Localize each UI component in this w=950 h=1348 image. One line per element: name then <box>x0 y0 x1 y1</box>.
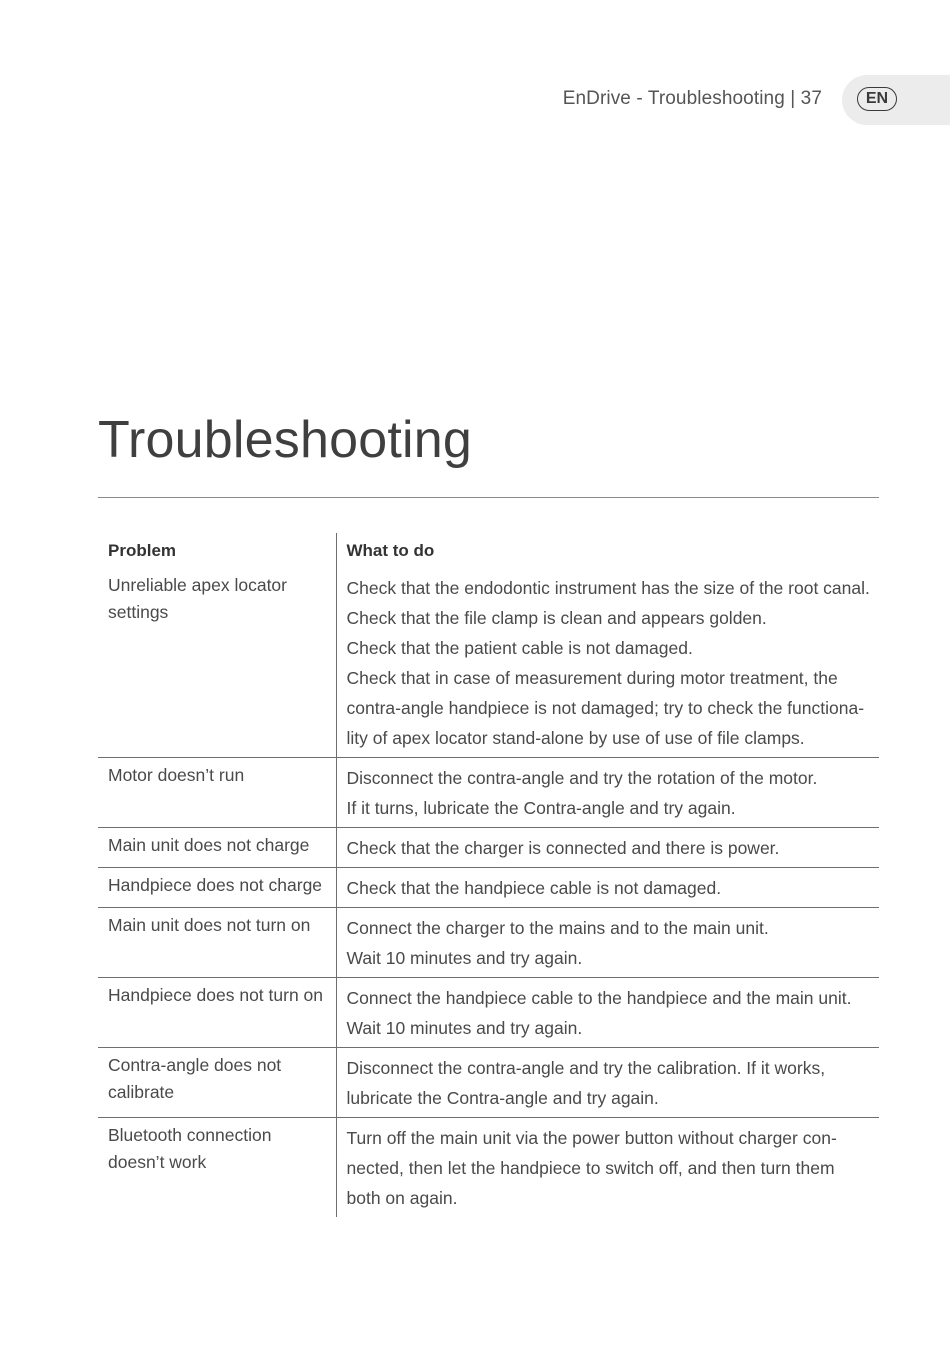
page-title: Troubleshooting <box>98 411 472 469</box>
solution-cell <box>336 828 879 868</box>
problem-cell: Contra-angle does not calibrate <box>98 1048 336 1118</box>
table-row <box>98 828 879 868</box>
solution-line: Disconnect the contra-angle and try the rotation of the motor. <box>346 768 818 788</box>
solution-line: If it turns, lubricate the Contra-angle and try again. <box>346 798 736 818</box>
table-row <box>98 868 879 908</box>
solution-cell <box>336 908 879 978</box>
solution-line: Disconnect the contra-angle and try the calibration. If it works, lubricate the Contra-angle and try again. <box>346 1058 826 1108</box>
solution-line: Connect the handpiece cable to the handpiece and the main unit. <box>346 988 852 1008</box>
troubleshooting-table <box>98 533 879 1217</box>
table-row <box>98 1118 879 1218</box>
title-divider <box>98 497 879 498</box>
solution-line: Connect the charger to the mains and to the main unit. <box>346 918 769 938</box>
table-row <box>98 1048 879 1118</box>
table-row <box>98 908 879 978</box>
solution-line: Wait 10 minutes and try again. <box>346 1018 583 1038</box>
solution-line: Check that the file clamp is clean and appears golden. <box>346 608 767 628</box>
problem-cell: Motor doesn’t run <box>98 758 336 828</box>
solution-cell <box>336 868 879 908</box>
solution-line: Wait 10 minutes and try again. <box>346 948 583 968</box>
solution-line: Check that the handpiece cable is not damaged. <box>346 878 722 898</box>
table-row <box>98 978 879 1048</box>
language-tab <box>842 75 950 125</box>
table-header-row <box>98 533 879 568</box>
problem-cell: Unreliable apex locator settings <box>98 568 336 758</box>
solution-cell <box>336 758 879 828</box>
solution-cell <box>336 1048 879 1118</box>
solution-line: Check that the endodontic instrument has the size of the root canal. <box>346 578 870 598</box>
solution-cell <box>336 1118 879 1218</box>
solution-cell <box>336 568 879 758</box>
column-header-problem: Problem <box>98 533 336 568</box>
problem-cell: Main unit does not turn on <box>98 908 336 978</box>
running-header: EnDrive - Troubleshooting | 37 <box>562 88 822 109</box>
solution-line: Check that the patient cable is not damaged. <box>346 638 693 658</box>
problem-cell: Main unit does not charge <box>98 828 336 868</box>
language-badge: EN <box>857 87 897 111</box>
solution-line: Check that in case of measurement during motor treatment, the contra-angle handpiece is not damaged; try to check the functiona-lity of apex locator stand-alone by use of use of file clamps. <box>346 668 865 748</box>
problem-cell: Handpiece does not turn on <box>98 978 336 1048</box>
table-row <box>98 758 879 828</box>
problem-cell: Handpiece does not charge <box>98 868 336 908</box>
solution-line: Check that the charger is connected and there is power. <box>346 838 780 858</box>
solution-line: Turn off the main unit via the power button without charger con-nected, then let the handpiece to switch off, and then turn them both on again. <box>346 1128 837 1208</box>
table-row <box>98 568 879 758</box>
column-header-what-to-do: What to do <box>346 541 435 560</box>
problem-cell: Bluetooth connection doesn’t work <box>98 1118 336 1218</box>
solution-cell <box>336 978 879 1048</box>
